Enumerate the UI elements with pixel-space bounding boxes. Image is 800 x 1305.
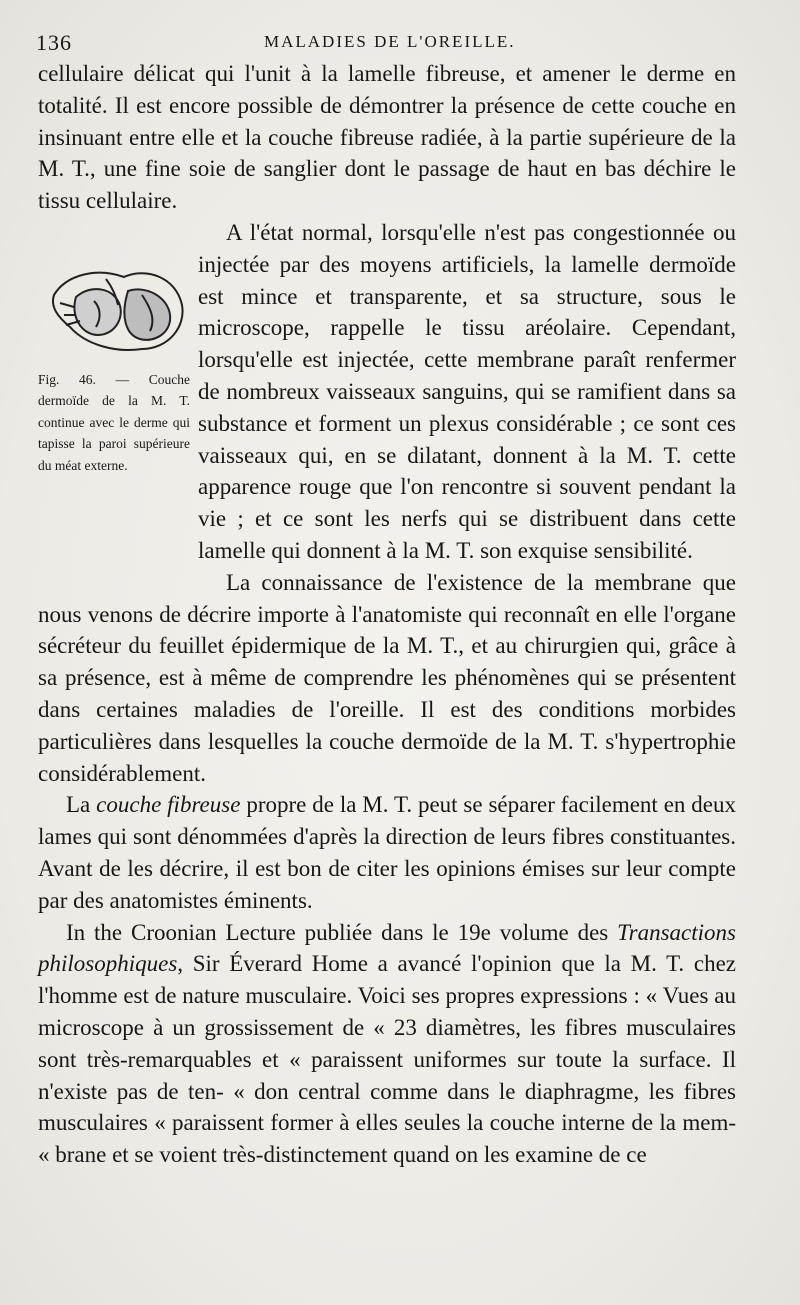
page-number: 136 xyxy=(36,30,72,55)
p5-italic-title: Transactions philosophiques xyxy=(38,919,736,977)
running-title: MALADIES DE L'OREILLE. xyxy=(264,32,516,51)
page-header xyxy=(36,30,736,58)
paragraph-1: cellulaire délicat qui l'unit à la lamelle fibreuse, et amener le derme en totalité. Il est encore possible de démontrer la présence de cette couche en insinuant entre elle et la couche fibreuse radiée, à la partie supérieure de la M. T., une fine soie de sanglier dont le passage de haut en bas déchire le tissu cellulaire. xyxy=(38,61,736,214)
paragraph-5 xyxy=(38,917,736,1171)
body-text xyxy=(38,58,736,1171)
paragraph-4 xyxy=(38,789,736,916)
p4-rest: propre de la M. T. peut se séparer facilement en deux lames qui sont dénommées d'après la direction de leurs fibres constituantes. Avant de les décrire, il est bon de citer les opinions émises sur leur compte par des anatomistes éminents. xyxy=(38,792,737,913)
p5-start: In the Croonian Lecture publiée dans le 19e volume des xyxy=(66,919,609,945)
p5-rest: , Sir Éverard Home a avancé l'opinion que la M. T. chez l'homme est de nature musculaire. Voici ses propres expressions : « Vues au microscope à un grossissement de « 23 diamètres, les fibres musculaires sont très-remarquables et « paraissent uniformes sur toute la surface. Il n'existe pas de ten- « don central comme dans le diaphragme, les fibres musculaires « paraissent former à elles seules la couche interne de la mem- « brane et se voient très-distinctement quand on les examine de ce xyxy=(38,951,736,1168)
paragraph-2: A l'état normal, lorsqu'elle n'est pas congestionnée ou injectée par des moyens artificiels, la lamelle dermoïde est mince et transparente, et sa structure, sous le microscope, rappelle le tissu aréolaire. Cependant, lorsqu'elle est injectée, cette membrane paraît renfermer de nombreux vaisseaux sanguins, qui se ramifient dans sa substance et forment un plexus considérable ; ce sont ces vaisseaux qui, en se dilatant, donnent à la M. T. cette apparence rouge que l'on rencontre si souvent pendant la vie ; et ce sont les nerfs qui se distribuent dans cette lamelle qui donnent à la M. T. son exquise sensibilité. xyxy=(198,219,736,563)
p4-italic-term: couche fibreuse xyxy=(96,792,241,818)
p4-start: La xyxy=(66,792,91,818)
figure-46 xyxy=(38,249,196,597)
ear-membrane-illustration xyxy=(46,257,188,357)
paragraph-3: La connaissance de l'existence de la membrane que nous venons de décrire importe à l'anatomiste qui reconnaît en elle l'organe sécréteur du feuillet épidermique de la M. T., et au chirurgien qui, grâce à sa présence, est à même de comprendre les phénomènes qui se présentent dans certaines maladies de l'oreille. Il est des conditions morbides particulières dans lesquelles la couche dermoïde de la M. T. s'hypertrophie considérablement. xyxy=(38,569,736,786)
figure-caption: Fig. 46. — Couche dermoïde de la M. T. continue avec le derme qui tapisse la paroi supérieure du méat externe. xyxy=(38,371,190,473)
